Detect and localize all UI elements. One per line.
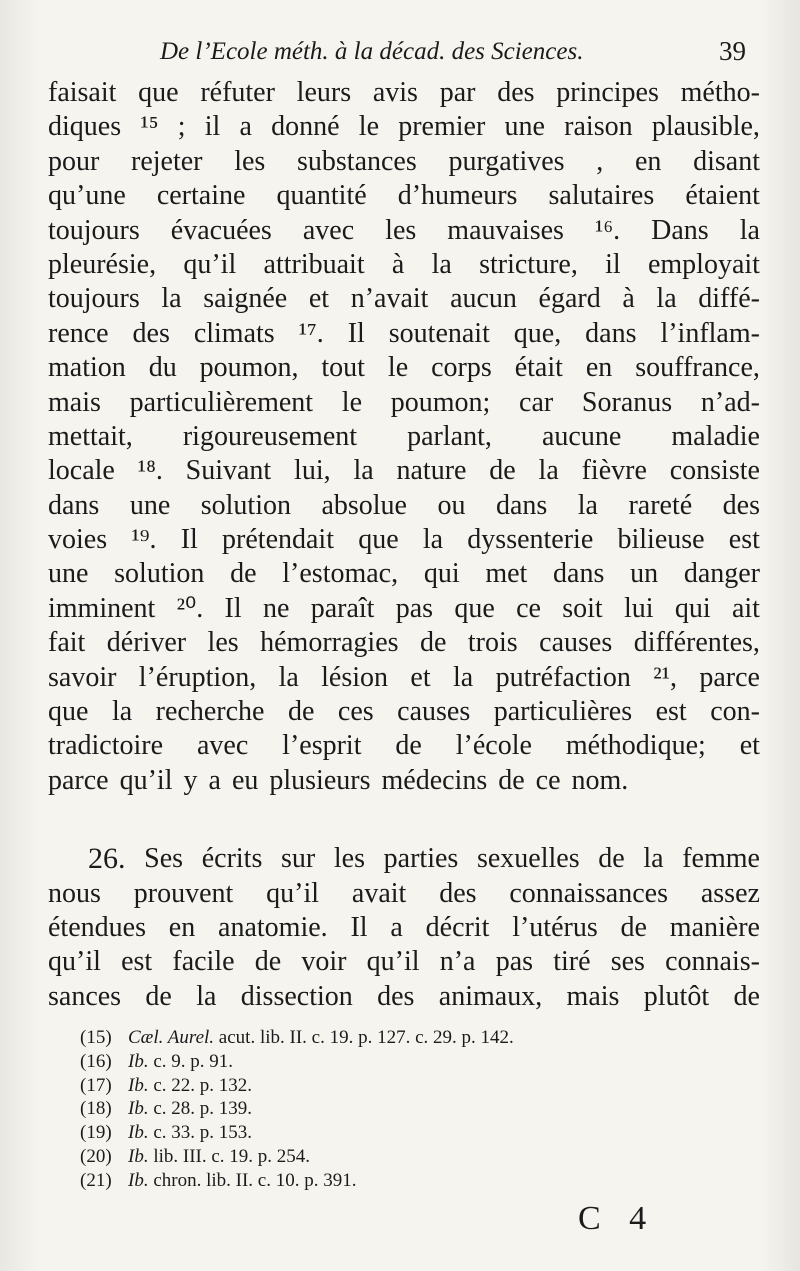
word: en [634,145,662,177]
word: médecins [381,764,488,796]
footnote-ref: Cæl. Aurel. [128,1027,215,1048]
word: faisait [48,77,117,108]
word: Il [350,911,368,943]
word: toujours [48,214,140,246]
word: plusieurs [269,764,371,796]
word: tout [321,352,365,384]
word: ¹⁹. [131,524,157,556]
word: des [377,980,415,1012]
word: nature [396,455,467,487]
word: de [419,627,447,659]
word: des [722,489,760,521]
word: que [358,524,399,556]
word: putréfaction [495,661,631,693]
word: a [208,764,221,796]
word: con- [710,696,760,728]
footnote-ref: Ib. [128,1169,149,1191]
word: y [183,764,198,796]
footnote-text: c. 9. p. 91. [148,1050,234,1072]
word: car [519,386,554,418]
word: les [234,145,266,177]
word: hémorragies [260,627,399,659]
word: parties [383,843,459,875]
text-line [48,145,760,179]
word: rigoureusement [182,420,358,452]
word: sances [48,980,122,1012]
word: du [148,352,177,384]
word: absolue [321,489,407,521]
word: étendues [48,911,146,943]
word: de [498,764,525,796]
word: ¹⁵ [140,111,159,143]
word: la [656,283,677,315]
word: étaient [685,180,760,212]
word: connais- [665,946,760,978]
footnote [80,1145,720,1169]
word: est [121,946,153,978]
word: saignée [203,283,288,315]
word: lésion [321,661,389,693]
word: bilieuse [617,524,705,556]
word: qu’il [266,877,320,909]
word: plutôt [643,980,710,1012]
running-head-title: De l’Ecole méth. à la décad. des Sciences. [160,38,584,65]
word: à [391,248,405,280]
word: est [728,524,760,556]
footnote [80,1121,720,1145]
text-line [48,729,760,763]
word: voir [301,946,347,978]
word: Il [347,317,365,349]
text-line [48,945,760,979]
word: dériver [106,627,187,659]
signature-mark: C 4 [578,1200,657,1237]
word: diffé- [698,283,760,315]
word: la [161,283,182,315]
word: de [598,843,625,875]
text-line [48,842,760,876]
word: que [454,592,495,624]
footnote-label: (15) [80,1027,112,1048]
footnote-label: (16) [80,1050,112,1072]
word: une [129,489,171,521]
word: mettait, [48,420,133,452]
word: qu’une [48,180,126,212]
footnote-ref: Ib. [128,1145,149,1167]
word: que [48,696,89,728]
text-line [48,695,760,729]
word: qu’il [183,248,237,280]
word: différentes, [633,627,760,659]
text-line [48,877,760,911]
text-line [48,420,760,454]
word: la [452,661,474,693]
word: métho- [680,77,760,108]
word: souffrance, [635,352,760,384]
word: trois [467,627,518,659]
text-line [48,110,760,144]
word: nous [48,877,101,909]
word: attribuait [263,248,365,280]
word: avec [196,730,249,762]
word: voies [48,524,108,556]
word: la [538,455,559,487]
text-line [48,179,760,213]
word: n’avait [350,283,429,315]
text-line [48,764,760,798]
word: salutaires [548,180,655,212]
word: fièvre [581,455,647,487]
word: quantité [276,180,367,212]
word: ce [535,764,561,796]
word: de [254,946,282,978]
word: qu’il [366,946,420,978]
word: fait [48,627,86,659]
word: connaissances [509,877,668,909]
word: évacuées [170,214,272,246]
text-line [48,523,760,557]
word: l’éruption, [138,661,257,693]
word: le [341,386,363,418]
word: était [514,352,563,384]
text-line [48,351,760,385]
word: certaine [156,180,246,212]
word: de [620,911,647,943]
word: le [358,111,380,143]
word: animaux, [438,980,543,1012]
word: purgatives [448,145,565,177]
word: dans [48,489,100,521]
word: ses [610,946,645,978]
word: avis [372,77,418,108]
word: prouvent [133,877,234,909]
footnote-label: (21) [80,1169,112,1191]
word: danger [683,558,760,590]
word: tiré [553,946,591,978]
word: il [204,111,221,143]
word: de [489,455,516,487]
word: l’inflam- [660,317,760,349]
word: sexuelles [476,843,580,875]
text-line [48,557,760,591]
word: avec [302,214,355,246]
word: paraît [310,592,375,624]
footnotes [80,1026,720,1193]
footnote [80,1074,720,1098]
word: maladie [671,420,760,452]
word: poumon, [199,352,299,384]
word: dyssenterie [467,524,594,556]
word: et [308,283,330,315]
word: écrits [201,843,263,875]
word: des [439,877,477,909]
running-head [160,34,746,70]
paragraph-25-continued [48,76,760,798]
word: l’esprit [282,730,362,762]
word: en [168,911,196,943]
word: a [239,111,252,143]
word: leurs [296,77,352,108]
word: disant [693,145,760,177]
word: poumon; [390,386,491,418]
word: substances [297,145,417,177]
word: causes [397,696,471,728]
word: est [655,696,687,728]
word: une [48,558,89,590]
footnote-label: (17) [80,1074,112,1096]
word: ²⁰. [176,592,204,624]
word: les [207,627,239,659]
word: parce [699,661,760,693]
word: donné [271,111,340,143]
text-line [48,248,760,282]
word: diques [48,111,122,143]
word: la [111,696,133,728]
word: que [138,77,179,108]
word: , [596,145,604,177]
word: rejeter [131,145,203,177]
word: lui [624,592,654,624]
word: ¹⁷. [298,317,324,349]
word: dans [495,489,548,521]
word: dans [585,317,637,349]
word: de [145,980,172,1012]
word: de [733,980,760,1012]
word: rareté [628,489,693,521]
page-number: 39 [719,36,746,66]
word: d’humeurs [397,180,518,212]
word: ¹⁸. [137,455,163,487]
word: n’a [439,946,476,978]
text-line [48,911,760,945]
word: de [230,558,257,590]
word: pas [495,946,534,978]
word: pas [395,592,434,624]
paragraph-gap [48,798,760,842]
word: ce [516,592,541,624]
word: la [353,455,374,487]
footnote-text: chron. lib. II. c. 10. p. 391. [148,1169,357,1191]
footnote-ref: Ib. [128,1122,149,1144]
word: Soranus [581,386,673,418]
footnote [80,1097,720,1121]
footnote-text: acut. lib. II. c. 19. p. 127. c. 29. p. 142. [214,1027,514,1048]
word: parlant, [407,420,492,452]
word: particulièrement [129,386,314,418]
word: la [196,980,217,1012]
word: le [387,352,409,384]
word: mauvaises [447,214,564,246]
word: facile [172,946,235,978]
word: des [497,77,535,108]
word: qu’il [119,764,173,796]
word: locale [48,455,115,487]
word: a [390,911,403,943]
text-line [48,76,760,110]
text-line [48,317,760,351]
text-line [48,661,760,695]
word: qui [674,592,711,624]
footnote-ref: Ib. [128,1074,149,1096]
word: dans [553,558,605,590]
word: parce [48,764,109,796]
word: ou [437,489,466,521]
word: de [395,730,422,762]
word: nom. [571,764,629,796]
word: sur [281,843,316,875]
word: il [605,248,621,280]
word: la [278,661,299,693]
word: premier [398,111,486,143]
word: ; [177,111,186,143]
word: corps [431,352,492,384]
word: un [630,558,659,590]
paragraph-26 [48,842,760,1014]
word: mais [566,980,620,1012]
word: causes [539,627,613,659]
word: assez [700,877,760,909]
word: les [385,214,417,246]
word: Suivant [185,455,272,487]
text-line [48,454,760,488]
word: lui, [294,455,331,487]
word: qu’il [48,946,101,978]
word: Il [180,524,198,556]
word: solution [200,489,291,521]
word: principes [556,77,659,108]
footnote [80,1050,720,1074]
word: savoir [48,661,117,693]
word: ait [731,592,760,624]
word: rence [48,317,109,349]
word: l’estomac, [282,558,399,590]
word: et [739,730,760,762]
footnote-text: c. 22. p. 132. [148,1074,253,1096]
word: en [585,352,613,384]
word: l’école [455,730,532,762]
word: mais [48,386,101,418]
word: qui [423,558,460,590]
word: climats [193,317,275,349]
footnote-label: (19) [80,1122,112,1144]
word: pour [48,145,100,177]
word: par [439,77,476,108]
word: la [739,214,760,246]
text-line [48,489,760,523]
word: Ses [144,843,184,875]
text-line [48,592,760,626]
word: anatomie. [218,911,328,943]
word: femme [682,843,760,875]
word: raison [564,111,633,143]
word: à [622,283,635,315]
word: soutenait [388,317,490,349]
word: met [485,558,528,590]
word: prétendait [222,524,334,556]
footnote-text: c. 28. p. 139. [148,1098,253,1120]
footnote-ref: Ib. [128,1098,149,1120]
word: ne [262,592,290,624]
text-line [48,214,760,248]
word: pleurésie, [48,248,157,280]
word: la [422,524,444,556]
text-line [48,980,760,1014]
body-text [48,76,760,1014]
footnote [80,1026,720,1050]
text-line [48,626,760,660]
word: l’utérus [512,911,598,943]
word: décrit [425,911,490,943]
word: méthodique; [565,730,706,762]
word: tradictoire [48,730,164,762]
footnote [80,1169,720,1193]
word: la [577,489,598,521]
word: recherche [155,696,265,728]
paragraph-number: 26. [88,842,126,876]
word: la [431,248,452,280]
footnote-text: lib. III. c. 19. p. 254. [148,1145,311,1167]
word: égard [538,283,601,315]
word: toujours [48,283,140,315]
footnote-label: (20) [80,1145,112,1167]
word: employait [647,248,760,280]
text-line [48,386,760,420]
footnote-label: (18) [80,1098,112,1120]
word: aucune [541,420,622,452]
word: solution [114,558,205,590]
footnote-ref: Ib. [128,1050,149,1072]
word: particulières [493,696,633,728]
word: Il [224,592,242,624]
footnote-text: c. 33. p. 153. [148,1122,253,1144]
word: réfuter [200,77,275,108]
word: Dans [651,214,709,246]
word: n’ad- [700,386,760,418]
word: des [132,317,170,349]
word: aucun [450,283,517,315]
word: la [643,843,664,875]
word: que, [513,317,562,349]
word: ces [337,696,374,728]
word: dissection [240,980,353,1012]
word: de [287,696,315,728]
word: ²¹, [653,661,677,693]
word: et [410,661,431,693]
word: consiste [669,455,760,487]
word: les [333,843,366,875]
word: plausible, [651,111,760,143]
word: mation [48,352,126,384]
word: stricture, [479,248,578,280]
text-line [48,282,760,316]
word: ¹⁶. [594,214,621,246]
word: soit [562,592,603,624]
word: imminent [48,592,156,624]
word: une [504,111,545,143]
word: manière [669,911,760,943]
word: eu [231,764,259,796]
word: avait [351,877,407,909]
